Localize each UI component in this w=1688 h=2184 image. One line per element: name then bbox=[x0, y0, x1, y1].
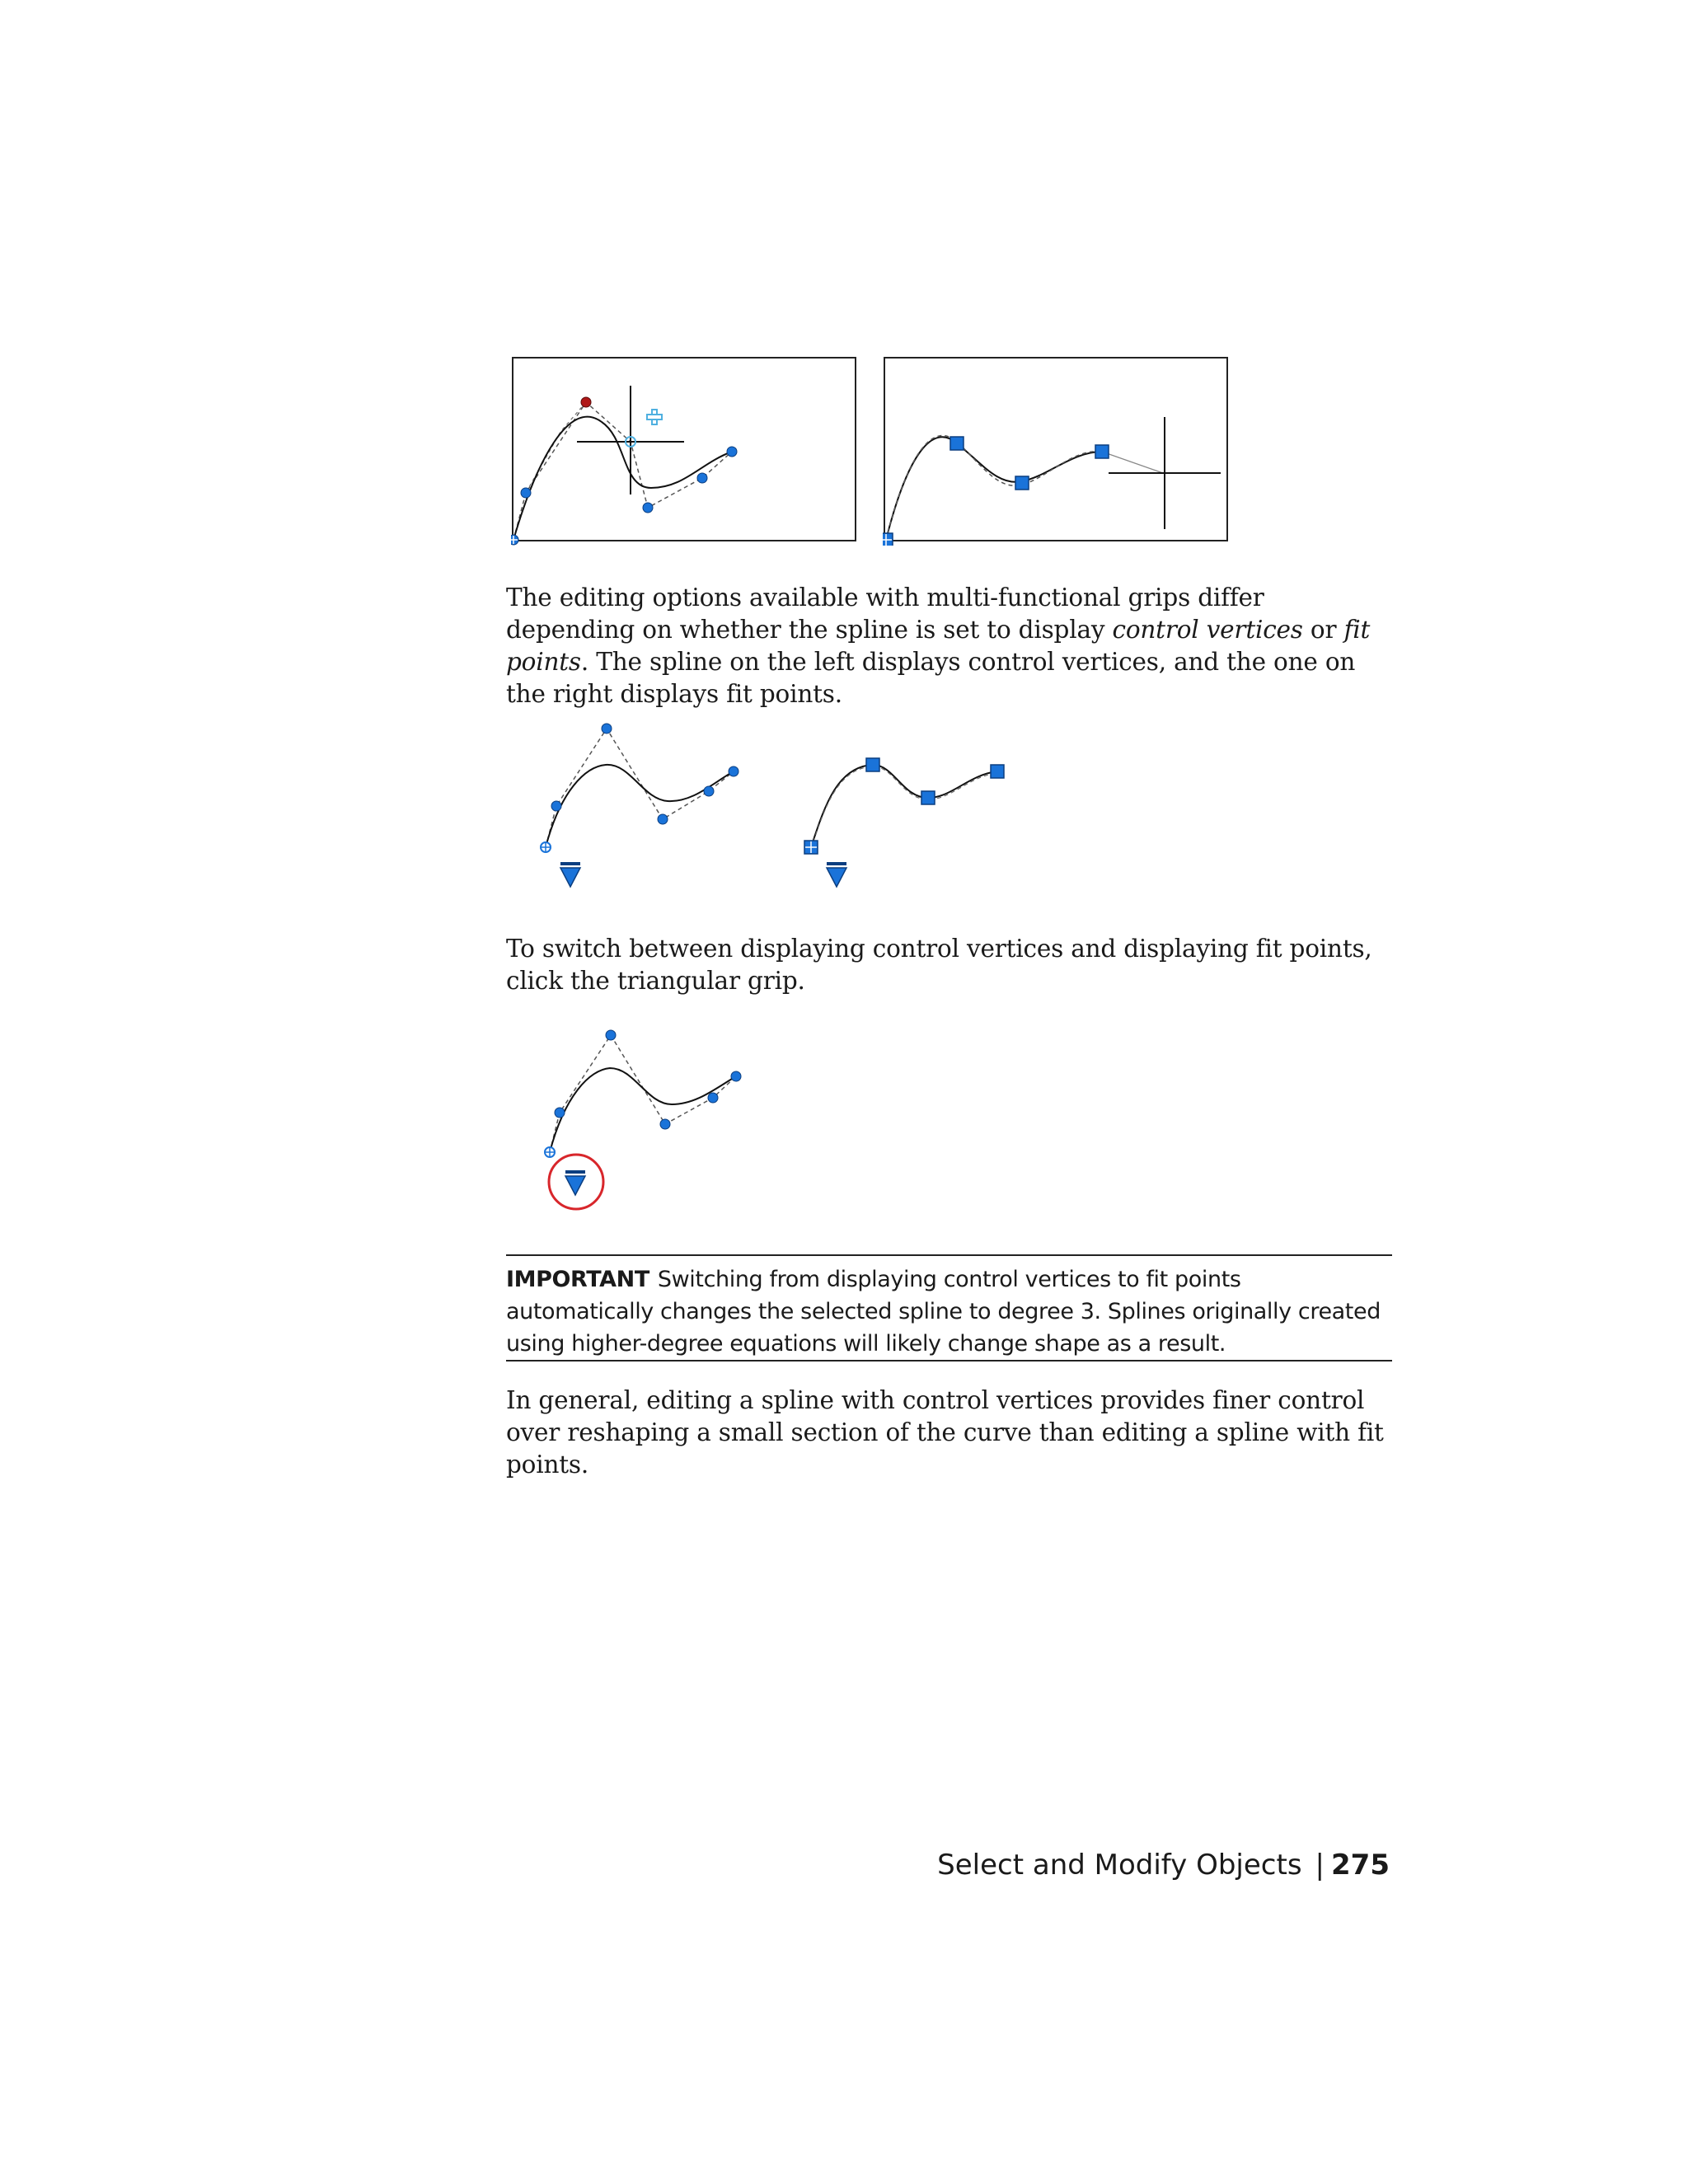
grip-start-icon bbox=[883, 533, 893, 546]
grip-start-icon bbox=[545, 1147, 555, 1157]
grip-fp bbox=[950, 437, 964, 450]
text-segment: . The spline on the left displays control vertices, and the one on the right displays fit points. bbox=[506, 648, 1356, 708]
grip-cv bbox=[643, 503, 653, 513]
footer-section-title: Select and Modify Objects bbox=[937, 1849, 1302, 1882]
figure-triangular-grip-highlight bbox=[540, 1022, 754, 1220]
text-segment: The editing options available with multi-functional grips differ depending on whether the spline is set to display bbox=[506, 583, 1264, 644]
important-note bbox=[506, 1254, 1392, 1361]
text-segment: or bbox=[1302, 616, 1344, 644]
page-number: 275 bbox=[1331, 1849, 1390, 1882]
grip-cv bbox=[731, 1071, 741, 1081]
footer-separator: | bbox=[1315, 1849, 1325, 1882]
spline-curve bbox=[546, 765, 734, 847]
grip-fp bbox=[1015, 476, 1029, 490]
note-label: IMPORTANT bbox=[506, 1267, 649, 1292]
spline-curve bbox=[811, 765, 997, 847]
grip-cv bbox=[555, 1108, 565, 1118]
grip-fp-selected bbox=[1095, 445, 1109, 458]
figure-cv-display bbox=[536, 717, 750, 898]
grip-cv bbox=[602, 724, 612, 733]
grip-cv bbox=[606, 1030, 616, 1040]
grip-cv bbox=[551, 801, 561, 811]
triangular-grip-icon[interactable] bbox=[560, 862, 580, 887]
grip-cv bbox=[697, 473, 707, 483]
grip-start-icon bbox=[541, 842, 551, 852]
grip-cv bbox=[729, 766, 738, 776]
grip-start-icon bbox=[804, 841, 818, 854]
spline-dashed bbox=[811, 766, 997, 849]
grip-fp bbox=[866, 758, 879, 771]
figure-frame bbox=[513, 358, 856, 541]
paragraph-grip-options bbox=[506, 582, 1392, 710]
paragraph-general-editing: In general, editing a spline with control vertices provides finer control over reshaping a small section of the curve than editing a spline with fit points. bbox=[506, 1386, 1384, 1479]
figure-cv-editing bbox=[511, 356, 859, 546]
term-control-vertices: control vertices bbox=[1112, 616, 1303, 644]
term-fit-points: fit points bbox=[506, 616, 1371, 676]
spline-curve bbox=[550, 1068, 736, 1152]
paragraph-switch-display: To switch between displaying control vertices and displaying fit points, click the triangular grip. bbox=[506, 935, 1372, 995]
triangular-grip-icon[interactable] bbox=[827, 862, 846, 887]
grip-cv bbox=[704, 786, 714, 796]
grip-start-icon bbox=[511, 535, 518, 545]
page-footer bbox=[937, 1849, 1390, 1882]
grip-cv bbox=[660, 1119, 670, 1129]
grip-fp bbox=[991, 765, 1004, 778]
grip-fp bbox=[921, 791, 935, 804]
figure-fp-editing bbox=[883, 356, 1231, 546]
grip-cv bbox=[658, 814, 668, 824]
note-text: Switching from displaying control vertices to fit points automatically changes the selected spline to degree 3. Splines originally created using higher-degree equations will likely change shape as a result. bbox=[506, 1267, 1381, 1357]
grip-cv bbox=[727, 447, 737, 457]
figure-fp-display bbox=[795, 742, 1018, 898]
grip-cv bbox=[708, 1093, 718, 1103]
grip-selected-red bbox=[581, 397, 591, 407]
grip-cv bbox=[521, 488, 531, 498]
figure-frame bbox=[884, 358, 1227, 541]
